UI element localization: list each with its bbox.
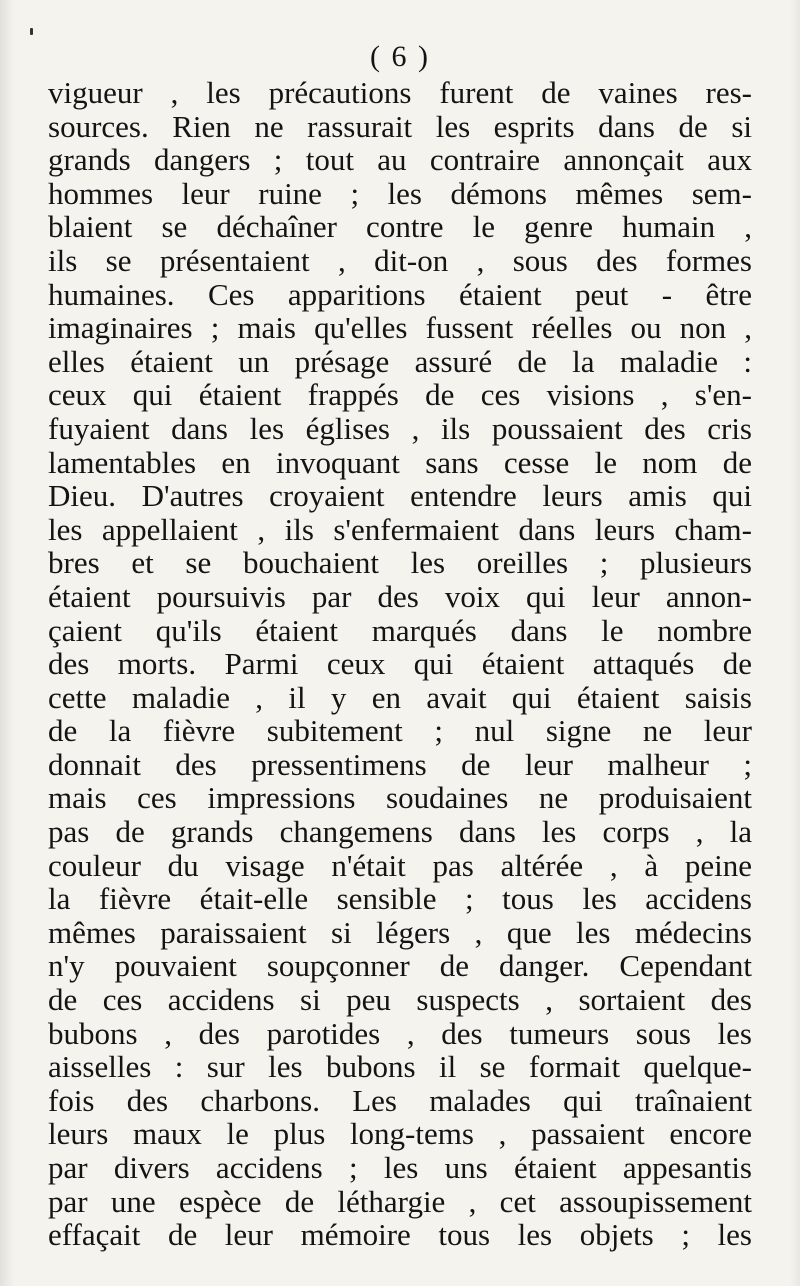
text-line: mêmes paraissaient si légers , que les médecins [48,914,752,950]
text-line: n'y pouvaient soupçonner de danger. Cependant [48,948,752,984]
text-line: çaient qu'ils étaient marqués dans le nombre [48,612,752,648]
text-line: leurs maux le plus long-tems , passaient encore [48,1116,752,1152]
body-text [48,76,752,1252]
text-line: les appellaient , ils s'enfermaient dans leurs cham- [48,511,752,547]
text-line: donnait des pressentimens de leur malheur ; [48,746,752,782]
text-line: sources. Rien ne rassurait les esprits dans de si [48,108,752,144]
text-line: de ces accidens si peu suspects , sortaient des [48,982,752,1018]
text-line: des morts. Parmi ceux qui étaient attaqués de [48,646,752,682]
text-line: elles étaient un présage assuré de la maladie : [48,343,752,379]
text-line: humaines. Ces apparitions étaient peut - être [48,276,752,312]
text-line: grands dangers ; tout au contraire annonçait aux [48,142,752,178]
text-line: bubons , des parotides , des tumeurs sous les [48,1015,752,1051]
text-line: effaçait de leur mémoire tous les objets ; les [48,1217,752,1253]
text-line: ceux qui étaient frappés de ces visions , s'en- [48,377,752,413]
text-line: imaginaires ; mais qu'elles fussent réelles ou non , [48,310,752,346]
text-line: fuyaient dans les églises , ils poussaient des cris [48,410,752,446]
text-line: ils se présentaient , dit-on , sous des formes [48,242,752,278]
text-line: hommes leur ruine ; les démons mêmes sem- [48,175,752,211]
text-line: vigueur , les précautions furent de vaines res- [48,75,752,110]
text-line: cette maladie , il y en avait qui étaient saisis [48,679,752,715]
text-line: par une espèce de léthargie , cet assoupissement [48,1183,752,1219]
text-line: fois des charbons. Les malades qui traînaient [48,1082,752,1118]
ink-mark [30,28,33,35]
text-line: la fièvre était-elle sensible ; tous les accidens [48,881,752,917]
text-line: blaient se déchaîner contre le genre humain , [48,209,752,245]
text-line: pas de grands changemens dans les corps , la [48,814,752,850]
text-line: lamentables en invoquant sans cesse le nom de [48,444,752,480]
text-line: mais ces impressions soudaines ne produisaient [48,780,752,816]
text-line: Dieu. D'autres croyaient entendre leurs amis qui [48,478,752,514]
text-line: par divers accidens ; les uns étaient appesantis [48,1150,752,1185]
text-line: étaient poursuivis par des voix qui leur annon- [48,578,752,614]
text-line: bres et se bouchaient les oreilles ; plusieurs [48,545,752,581]
text-line: de la fièvre subitement ; nul signe ne leur [48,713,752,749]
text-line: couleur du visage n'était pas altérée , à peine [48,847,752,883]
text-line: aisselles : sur les bubons il se formait quelque- [48,1049,752,1085]
page-number: ( 6 ) [370,40,430,73]
